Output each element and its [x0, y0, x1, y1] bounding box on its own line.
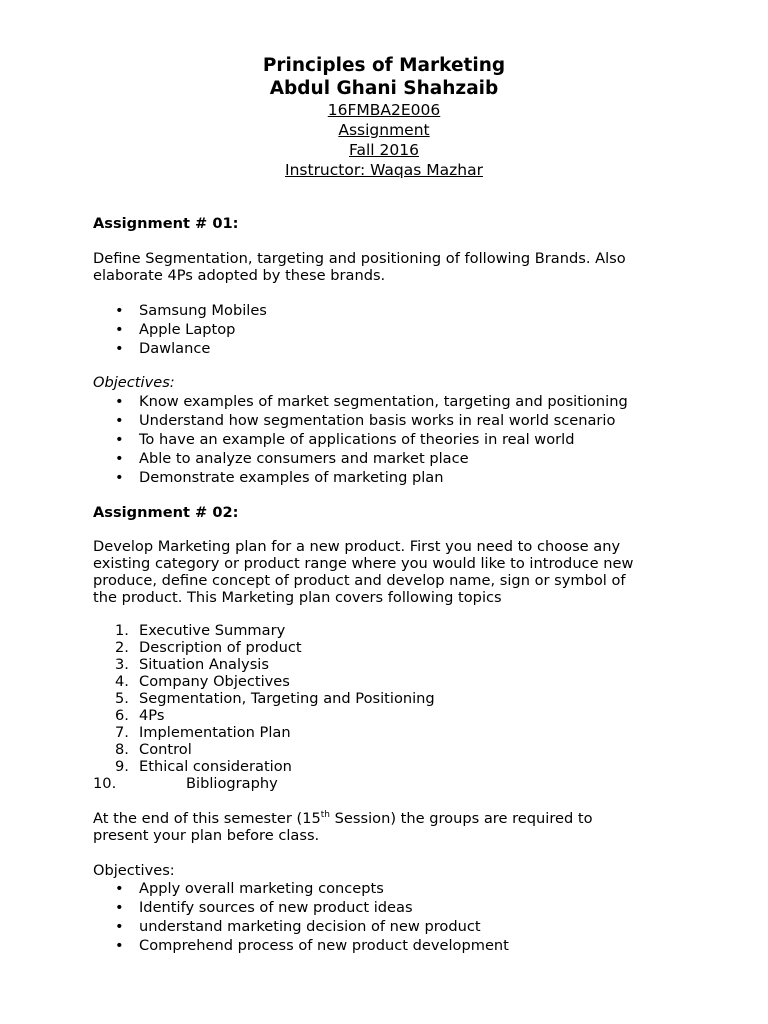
list-item: • Dawlance	[93, 339, 683, 358]
list-item: 7. Implementation Plan	[115, 724, 291, 741]
course-title: Principles of Marketing	[262, 55, 506, 76]
list-item: 5. Segmentation, Targeting and Positioning	[115, 690, 435, 707]
list-item: • Comprehend process of new product development	[93, 936, 683, 955]
list-item: 10. Bibliography	[93, 775, 278, 792]
assignment1-heading: Assignment # 01:	[93, 215, 239, 232]
list-item: • Demonstrate examples of marketing plan	[93, 468, 683, 487]
list-item: • Understand how segmentation basis works in real world scenario	[93, 411, 683, 430]
document-type: Assignment	[338, 121, 430, 139]
list-item: • To have an example of applications of theories in real world	[93, 430, 683, 449]
assignment2-heading: Assignment # 02:	[93, 504, 239, 521]
list-item: 1. Executive Summary	[115, 622, 286, 639]
list-item: • understand marketing decision of new product	[93, 917, 683, 936]
list-item: • Able to analyze consumers and market place	[93, 449, 683, 468]
assignment2-intro: Develop Marketing plan for a new product. First you need to choose any existing category or product range where you would like to introduce new produce, define concept of product and develop name, sign or symbol of the product. This Marketing plan covers following topics	[93, 538, 634, 606]
instructor: Instructor: Waqas Mazhar	[285, 161, 483, 179]
assignment2-objectives-list	[93, 879, 683, 955]
list-item: • Identify sources of new product ideas	[93, 898, 683, 917]
assignment2-objectives-label: Objectives:	[93, 862, 175, 879]
list-item: • Apple Laptop	[93, 320, 683, 339]
student-id: 16FMBA2E006	[327, 101, 441, 119]
term: Fall 2016	[349, 141, 419, 159]
topic-list	[93, 622, 683, 792]
list-item: 3. Situation Analysis	[115, 656, 269, 673]
list-item: 8. Control	[115, 741, 192, 758]
student-name: Abdul Ghani Shahzaib	[269, 78, 499, 99]
brand-list	[93, 301, 683, 358]
list-item: 6. 4Ps	[115, 707, 165, 724]
assignment1-intro: Define Segmentation, targeting and positioning of following Brands. Also elaborate 4Ps adopted by these brands.	[93, 250, 626, 284]
list-item: 9. Ethical consideration	[115, 758, 292, 775]
assignment1-objectives-list	[93, 392, 683, 487]
closing-paragraph: At the end of this semester (15th Session) the groups are required to present your plan before class.	[93, 810, 593, 844]
list-item: • Samsung Mobiles	[93, 301, 683, 320]
list-item: 4. Company Objectives	[115, 673, 290, 690]
assignment1-objectives-label: Objectives:	[93, 374, 175, 391]
list-item: • Apply overall marketing concepts	[93, 879, 683, 898]
document-header	[0, 54, 768, 180]
list-item: 2. Description of product	[115, 639, 302, 656]
list-item: • Know examples of market segmentation, targeting and positioning	[93, 392, 683, 411]
